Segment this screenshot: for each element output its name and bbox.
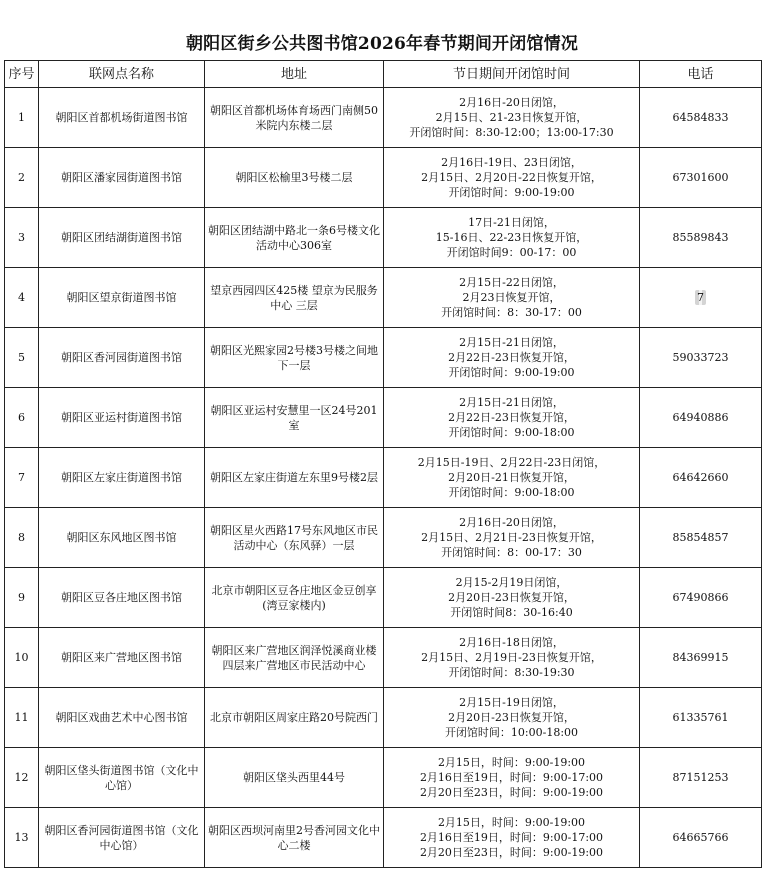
hours-line: 开闭馆时间8：30-16:40: [450, 606, 573, 619]
cell-address: [205, 268, 384, 328]
cell-phone: [640, 808, 762, 868]
hours-line: 2月15日、2月20日-22日恢复开馆，: [421, 171, 602, 184]
library-address: 朝阳区团结湖中路北一条6号楼文化活动中心306室: [208, 223, 380, 252]
cell-address: [205, 808, 384, 868]
hours-line: 2月20日-21日恢复开馆，: [448, 471, 575, 484]
hours-line: 2月15日-21日闭馆，: [459, 336, 564, 349]
cell-address: [205, 688, 384, 748]
cell-name: [39, 748, 205, 808]
cell-name: [39, 208, 205, 268]
hours-line: 开闭馆时间9：00-17：00: [446, 246, 577, 259]
library-hours-table: [4, 60, 762, 868]
hours-line: 开闭馆时间：9:00-19:00: [448, 366, 575, 379]
header-address: 地址: [205, 61, 384, 88]
library-name: 朝阳区戏曲艺术中心图书馆: [55, 711, 188, 724]
hours-line: 开闭馆时间：9:00-18:00: [448, 486, 575, 499]
hours-line: 2月15日、2月19日-23日恢复开馆，: [421, 651, 602, 664]
cell-phone: [640, 388, 762, 448]
hours-line: 2月15日，时间：9:00-19:00: [437, 756, 586, 769]
table-header-row: [5, 61, 762, 88]
table-row: [5, 148, 762, 208]
library-name: 朝阳区左家庄街道图书馆: [61, 471, 182, 484]
cell-phone: [640, 268, 762, 328]
table-row: [5, 508, 762, 568]
library-name: 朝阳区首都机场街道图书馆: [55, 111, 188, 124]
hours-line: 2月20日-23日恢复开馆，: [448, 711, 575, 724]
hours-line: 开闭馆时间：9:00-19:00: [448, 186, 575, 199]
hours-line: 2月16日-19日、23日闭馆，: [441, 156, 582, 169]
cell-address: [205, 388, 384, 448]
hours-line: 2月15日，时间：9:00-19:00: [437, 816, 586, 829]
table-row: [5, 268, 762, 328]
phone-number: 61335761: [672, 711, 729, 724]
cell-name: [39, 88, 205, 148]
hours-line: 开闭馆时间：9:00-18:00: [448, 426, 575, 439]
hours-line: 17日-21日闭馆，: [468, 216, 555, 229]
library-address: 朝阳区西坝河南里2号香河园文化中心二楼: [208, 823, 380, 852]
phone-number: 67490866: [672, 591, 729, 604]
cell-seq: 9: [5, 568, 39, 628]
cell-address: [205, 208, 384, 268]
cell-phone: [640, 448, 762, 508]
hours-line: 2月20日-23日恢复开馆，: [448, 591, 575, 604]
cell-name: [39, 328, 205, 388]
table-body: [5, 88, 762, 868]
cell-seq: 7: [5, 448, 39, 508]
table-row: [5, 208, 762, 268]
library-address: 朝阳区星火西路17号东风地区市民活动中心（东风驿）一层: [210, 523, 378, 552]
library-address: 朝阳区首都机场体育场西门南侧50米院内东楼二层: [210, 103, 378, 132]
table-row: [5, 448, 762, 508]
cell-hours: [384, 388, 640, 448]
library-address: 朝阳区左家庄街道左东里9号楼2层: [210, 471, 378, 484]
cell-address: [205, 628, 384, 688]
hours-line: 2月15日-22日闭馆，: [459, 276, 564, 289]
hours-line: 2月20日至23日，时间：9:00-19:00: [419, 786, 604, 799]
cell-name: [39, 568, 205, 628]
cell-hours: [384, 688, 640, 748]
hours-line: 2月15-2月19日闭馆，: [455, 576, 568, 589]
library-address: 北京市朝阳区豆各庄地区金豆创享(湾豆家楼内): [211, 583, 377, 612]
page-title: 朝阳区街乡公共图书馆2026年春节期间开闭馆情况: [185, 34, 579, 54]
library-name: 朝阳区潘家园街道图书馆: [61, 171, 182, 184]
cell-seq: 11: [5, 688, 39, 748]
cell-seq: 4: [5, 268, 39, 328]
cell-phone: [640, 748, 762, 808]
hours-line: 2月22日-23日恢复开馆，: [448, 411, 575, 424]
cell-phone: [640, 568, 762, 628]
table-row: [5, 328, 762, 388]
cell-name: [39, 808, 205, 868]
cell-phone: [640, 328, 762, 388]
header-phone: 电话: [640, 61, 762, 88]
library-name: 朝阳区香河园街道图书馆: [61, 351, 182, 364]
hours-line: 15-16日、22-23日恢复开馆，: [435, 231, 588, 244]
cell-name: [39, 688, 205, 748]
phone-number: 64584833: [672, 111, 729, 124]
hours-line: 2月15日-21日闭馆，: [459, 396, 564, 409]
cell-seq: 12: [5, 748, 39, 808]
cell-address: [205, 148, 384, 208]
hours-line: 2月23日恢复开馆，: [462, 291, 561, 304]
header-name: 联网点名称: [39, 61, 205, 88]
library-address: 朝阳区亚运村安慧里一区24号201室: [210, 403, 378, 432]
cell-seq: 8: [5, 508, 39, 568]
hours-line: 2月16日至19日，时间：9:00-17:00: [419, 771, 604, 784]
cell-hours: [384, 508, 640, 568]
cell-hours: [384, 748, 640, 808]
cell-phone: [640, 508, 762, 568]
library-address: 朝阳区松榆里3号楼二层: [235, 171, 353, 184]
cell-phone: [640, 148, 762, 208]
phone-number: 64665766: [672, 831, 729, 844]
cell-hours: [384, 208, 640, 268]
phone-number: 64642660: [672, 471, 729, 484]
hours-line: 2月16日-18日闭馆，: [459, 636, 564, 649]
cell-address: [205, 88, 384, 148]
cell-phone: [640, 628, 762, 688]
hours-line: 开闭馆时间：8：30-17：00: [441, 306, 582, 319]
cell-hours: [384, 88, 640, 148]
library-name: 朝阳区亚运村街道图书馆: [61, 411, 182, 424]
phone-number: 85589843: [672, 231, 729, 244]
cell-phone: [640, 688, 762, 748]
table-row: [5, 688, 762, 748]
table-row: [5, 628, 762, 688]
phone-number: 87151253: [672, 771, 729, 784]
hours-line: 开闭馆时间：10:00-18:00: [444, 726, 579, 739]
library-address: 朝阳区来广营地区润泽悦溪商业楼四层来广营地区市民活动中心: [211, 643, 377, 672]
phone-number: 85854857: [672, 531, 729, 544]
hours-line: 2月15日-19日、2月22日-23日闭馆，: [417, 456, 606, 469]
table-row: [5, 388, 762, 448]
cell-seq: 1: [5, 88, 39, 148]
table-row: [5, 748, 762, 808]
library-address: 朝阳区垡头西里44号: [243, 771, 345, 784]
header-seq: 序号: [5, 61, 39, 88]
phone-number: 59033723: [672, 351, 729, 364]
cell-seq: 2: [5, 148, 39, 208]
hours-line: 2月20日至23日，时间：9:00-19:00: [419, 846, 604, 859]
cell-hours: [384, 628, 640, 688]
table-row: [5, 808, 762, 868]
cell-name: [39, 388, 205, 448]
cell-name: [39, 268, 205, 328]
table-row: [5, 568, 762, 628]
cell-address: [205, 508, 384, 568]
hours-line: 开闭馆时间：8:30-12:00；13:00-17:30: [409, 126, 614, 139]
phone-number: 7: [697, 291, 704, 304]
cell-phone: [640, 88, 762, 148]
library-name: 朝阳区来广营地区图书馆: [61, 651, 182, 664]
header-hours: 节日期间开闭馆时间: [384, 61, 640, 88]
cell-hours: [384, 808, 640, 868]
library-name: 朝阳区垡头街道图书馆（文化中心馆）: [44, 763, 199, 792]
hours-line: 2月16日-20日闭馆，: [459, 96, 564, 109]
cell-seq: 6: [5, 388, 39, 448]
phone-number: 64940886: [672, 411, 729, 424]
library-name: 朝阳区望京街道图书馆: [66, 291, 177, 304]
cell-hours: [384, 568, 640, 628]
cell-name: [39, 148, 205, 208]
library-address: 望京西园四区425楼 望京为民服务中心 三层: [210, 283, 378, 312]
hours-line: 2月22日-23日恢复开馆，: [448, 351, 575, 364]
hours-line: 2月15日、21-23日恢复开馆，: [435, 111, 588, 124]
cell-hours: [384, 328, 640, 388]
cell-name: [39, 628, 205, 688]
cell-address: [205, 328, 384, 388]
cell-address: [205, 748, 384, 808]
cell-seq: 3: [5, 208, 39, 268]
cell-phone: [640, 208, 762, 268]
cell-seq: 13: [5, 808, 39, 868]
hours-line: 2月16日-20日闭馆，: [459, 516, 564, 529]
library-name: 朝阳区团结湖街道图书馆: [61, 231, 182, 244]
table-row: [5, 88, 762, 148]
hours-line: 2月16日至19日，时间：9:00-17:00: [419, 831, 604, 844]
library-name: 朝阳区香河园街道图书馆（文化中心馆）: [44, 823, 199, 852]
library-name: 朝阳区豆各庄地区图书馆: [61, 591, 182, 604]
hours-line: 2月15日、2月21日-23日恢复开馆，: [421, 531, 602, 544]
phone-number: 84369915: [672, 651, 729, 664]
library-address: 北京市朝阳区周家庄路20号院西门: [210, 711, 378, 724]
library-name: 朝阳区东风地区图书馆: [66, 531, 177, 544]
library-address: 朝阳区光熙家园2号楼3号楼之间地下一层: [210, 343, 378, 372]
hours-line: 开闭馆时间：8：00-17：30: [441, 546, 582, 559]
cell-name: [39, 448, 205, 508]
cell-address: [205, 448, 384, 508]
cell-hours: [384, 148, 640, 208]
cell-seq: 10: [5, 628, 39, 688]
hours-line: 开闭馆时间：8:30-19:30: [448, 666, 575, 679]
hours-line: 2月15日-19日闭馆，: [459, 696, 564, 709]
phone-number: 67301600: [672, 171, 729, 184]
cell-hours: [384, 268, 640, 328]
cell-seq: 5: [5, 328, 39, 388]
cell-address: [205, 568, 384, 628]
cell-name: [39, 508, 205, 568]
cell-hours: [384, 448, 640, 508]
